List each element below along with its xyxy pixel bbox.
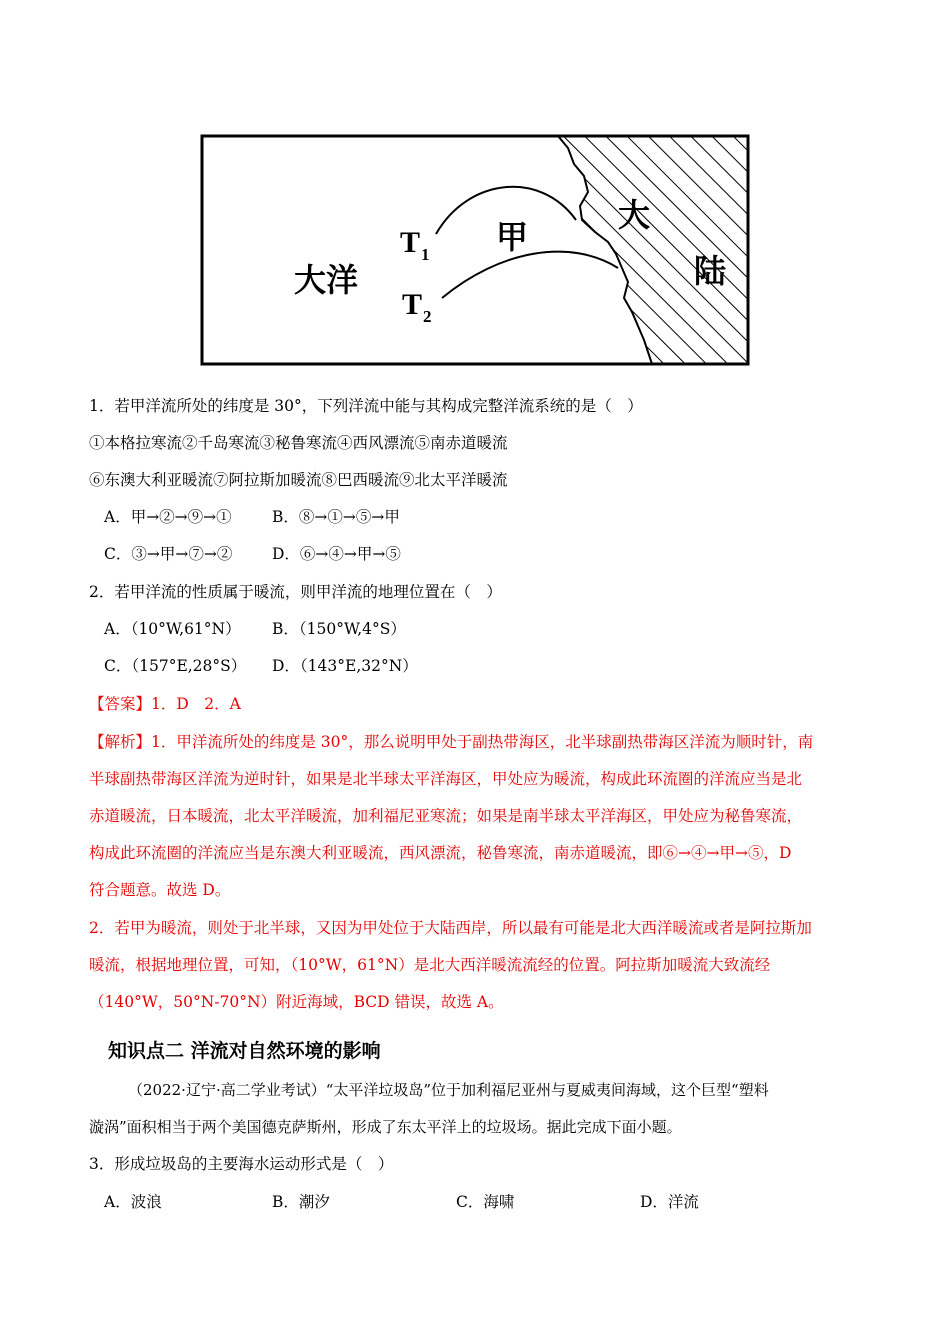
analysis-line-6: 2．若甲为暖流，则处于北半球，又因为甲处位于大陆西岸，所以最有可能是北大西洋暖流或者是阿拉斯加 [89,919,812,937]
question-1-option-d: D．⑥→④→甲→⑤ [272,545,401,563]
answer-line: 【答案】1．D 2．A [89,695,241,713]
question-1-option-a: A．甲→②→⑨→① [104,508,232,526]
analysis-line-7: 暖流，根据地理位置，可知，（10°W，61°N）是北大西洋暖流流经的位置。阿拉斯加暖流大致流经 [89,956,771,974]
isotherm-t2-label: $T_2$ [402,288,432,326]
question-2-option-c: C．（157°E,28°S） [104,657,247,675]
section-heading: 知识点二 洋流对自然环境的影响 [108,1040,381,1062]
question-3-stem: 3．形成垃圾岛的主要海水运动形式是（ ） [89,1155,394,1173]
question-2-option-d: D．（143°E,32°N） [272,657,418,675]
question-3-option-b: B．潮汐 [272,1193,330,1211]
analysis-line-2: 半球副热带海区洋流为逆时针，如果是北半球太平洋海区，甲处应为暖流，构成此环流圈的洋流应当是北 [89,770,803,788]
analysis-line-1: 【解析】1．甲洋流所处的纬度是 30°，那么说明甲处于副热带海区，北半球副热带海区洋流为顺时针，南 [89,733,814,751]
question-1-stem: 1．若甲洋流所处的纬度是 30°，下列洋流中能与其构成完整洋流系统的是（ ） [89,397,643,415]
analysis-line-4: 构成此环流圈的洋流应当是东澳大利亚暖流，西风漂流，秘鲁寒流，南赤道暖流，即⑥→④→甲→⑤，D [89,844,792,862]
analysis-line-5: 符合题意。故选 D。 [89,881,231,899]
ocean-label: 大洋 [294,261,359,299]
passage-line-1: （2022·辽宁·高二学业考试）“太平洋垃圾岛”位于加利福尼亚州与夏威夷间海域，这个巨型“塑料 [128,1081,769,1099]
isotherm-t1-label: $T_1$ [400,226,430,264]
question-1-option-b: B．⑧→①→⑤→甲 [272,508,400,526]
question-2-option-a: A．（10°W,61°N） [104,620,241,638]
question-3-option-a: A．波浪 [104,1193,162,1211]
current-jia-label: 甲 [496,218,529,256]
question-1-option-c: C．③→甲→⑦→② [104,545,233,563]
question-1-list-line-2: ⑥东澳大利亚暖流⑦阿拉斯加暖流⑧巴西暖流⑨北太平洋暖流 [89,471,508,489]
question-2-stem: 2．若甲洋流的性质属于暖流，则甲洋流的地理位置在（ ） [89,583,502,601]
passage-line-2: 漩涡”面积相当于两个美国德克萨斯州，形成了东太平洋上的垃圾场。据此完成下面小题。 [89,1118,682,1136]
question-1-list-line-1: ①本格拉寒流②千岛寒流③秘鲁寒流④西风漂流⑤南赤道暖流 [89,434,508,452]
land-label-da: 大 [618,196,651,234]
question-3-option-d: D．洋流 [640,1193,699,1211]
land-label-lu: 陆 [694,252,727,290]
analysis-line-8: （140°W，50°N-70°N）附近海域，BCD 错误，故选 A。 [89,993,504,1011]
question-3-option-c: C．海啸 [456,1193,515,1211]
analysis-line-3: 赤道暖流，日本暖流，北太平洋暖流，加利福尼亚寒流；如果是南半球太平洋海区，甲处应为秘鲁寒流， [89,807,803,825]
question-2-option-b: B．（150°W,4°S） [272,620,406,638]
ocean-current-diagram [200,134,750,366]
